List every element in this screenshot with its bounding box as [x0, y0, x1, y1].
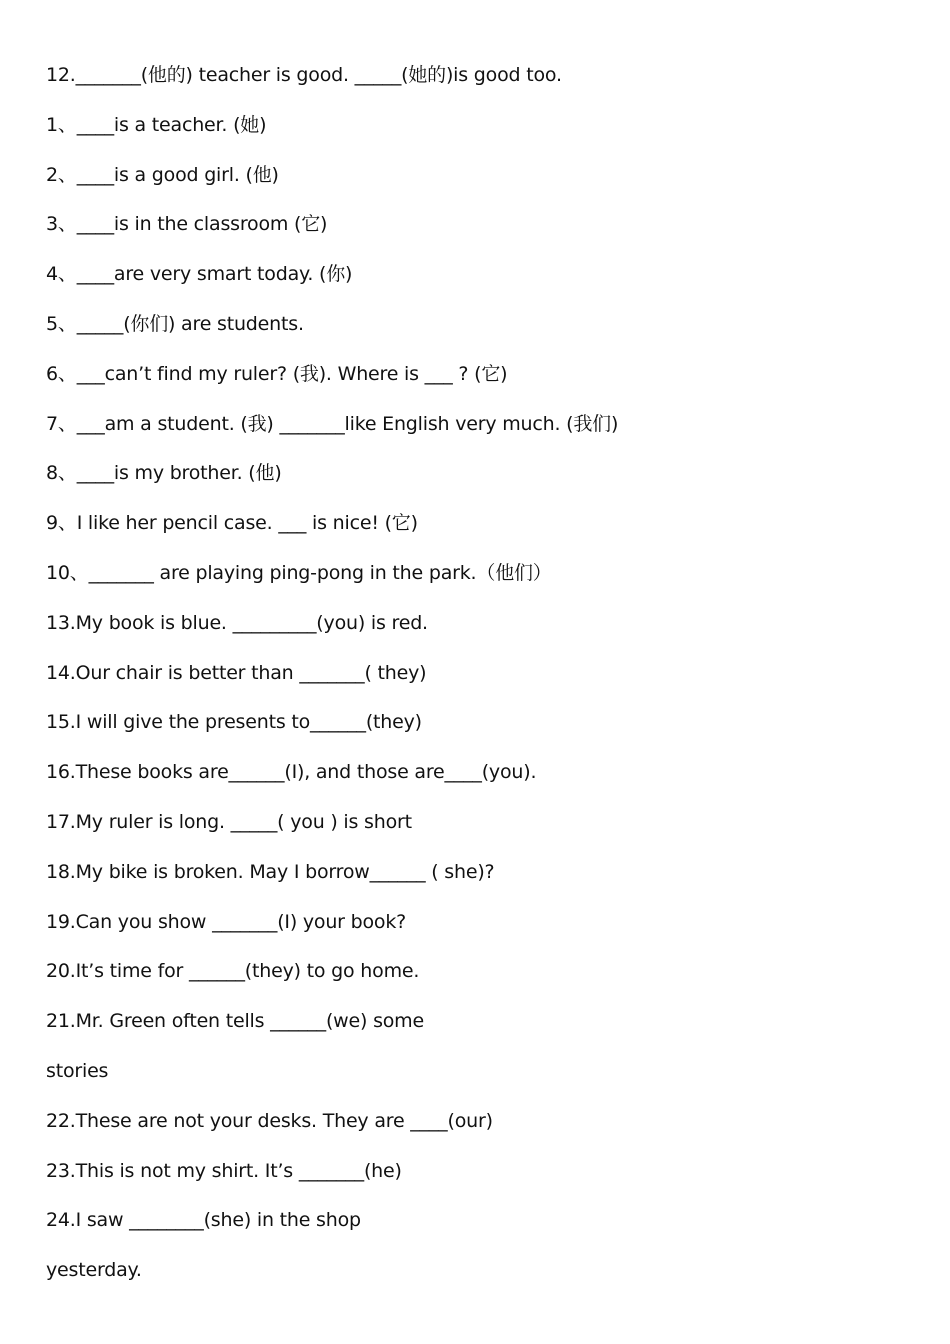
exercise-line-15: 15.I will give the presents to______(they) [46, 711, 422, 734]
exercise-line-24: 24.I saw ________(she) in the shop [46, 1209, 361, 1232]
exercise-line-10: 10、_______ are playing ping-pong in the park.（他们） [46, 561, 552, 584]
exercise-line-12: 12._______(他的) teacher is good. _____(她的)is good too. [46, 64, 562, 86]
exercise-line-2: 2、____is a good girl. (他) [46, 163, 279, 186]
exercise-line-23: 23.This is not my shirt. It’s _______(he) [46, 1159, 402, 1182]
exercise-line-19: 19.Can you show _______(I) your book? [46, 910, 407, 933]
exercise-line-21-continued: stories [46, 1059, 109, 1082]
exercise-line-20: 20.It’s time for ______(they) to go home. [46, 960, 420, 983]
exercise-line-24-continued: yesterday. [46, 1259, 142, 1282]
exercise-line-7: 7、___am a student. (我) _______like English very much. (我们) [46, 412, 619, 435]
exercise-list [46, 60, 920, 1305]
exercise-line-22: 22.These are not your desks. They are ____(our) [46, 1109, 493, 1132]
exercise-line-18: 18.My bike is broken. May I borrow______ ( she)? [46, 860, 495, 883]
exercise-line-13: 13.My book is blue. _________(you) is red. [46, 611, 428, 634]
exercise-line-3: 3、____is in the classroom (它) [46, 213, 328, 236]
exercise-line-8: 8、____is my brother. (他) [46, 462, 282, 485]
exercise-line-16: 16.These books are______(I), and those are____(you). [46, 761, 537, 784]
exercise-line-1: 1、____is a teacher. (她) [46, 113, 267, 136]
exercise-line-14: 14.Our chair is better than _______( they) [46, 661, 427, 684]
exercise-line-9: 9、I like her pencil case. ___ is nice! (它) [46, 512, 418, 535]
exercise-line-21: 21.Mr. Green often tells ______(we) some [46, 1010, 424, 1033]
exercise-line-6: 6、___can’t find my ruler? (我). Where is ___ ? (它) [46, 362, 508, 385]
exercise-line-17: 17.My ruler is long. _____( you ) is short [46, 810, 412, 833]
exercise-line-5: 5、_____(你们) are students. [46, 312, 304, 335]
exercise-line-4: 4、____are very smart today. (你) [46, 263, 353, 286]
